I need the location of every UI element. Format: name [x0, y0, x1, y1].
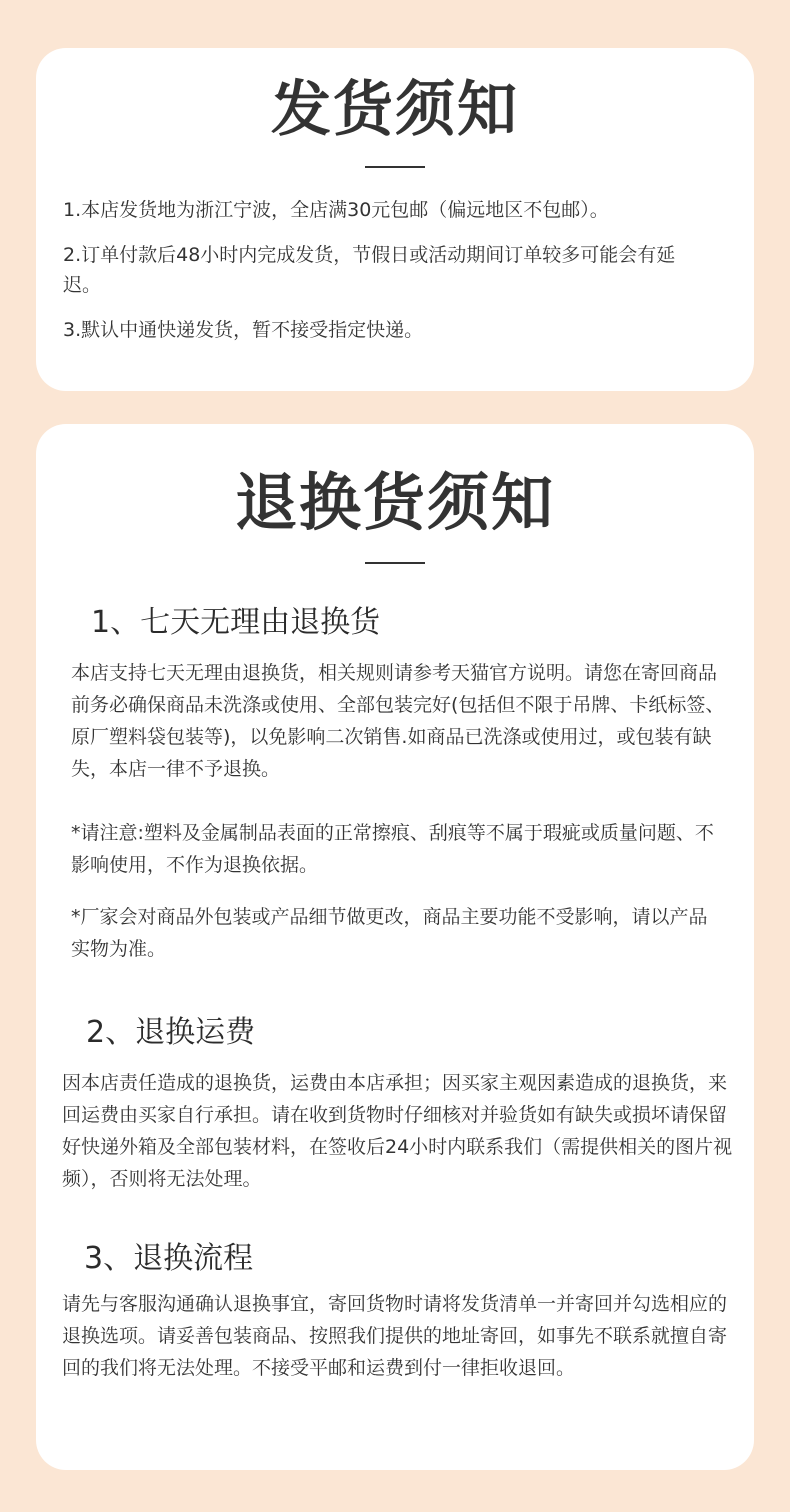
- shipping-notice-list: [36, 168, 754, 345]
- section-note: *请注意:塑料及金属制品表面的正常擦痕、刮痕等不属于瑕疵或质量问题、不影响使用，不作为退换依据。: [71, 822, 714, 876]
- section-body-return-process: 请先与客服沟通确认退换事宜，寄回货物时请将发货清单一并寄回并勾选相应的退换选项。请妥善包装商品、按照我们提供的地址寄回，如事先不联系就擅自寄回的我们将无法处理。不接受平邮和运费到付一律拒收退回。: [62, 1293, 728, 1379]
- shipping-notice-card: [36, 48, 754, 391]
- shipping-notice-item: 1.本店发货地为浙江宁波，全店满30元包邮（偏远地区不包邮）。: [63, 199, 609, 221]
- returns-notice-card: [36, 424, 754, 1470]
- title-divider: [365, 562, 425, 564]
- returns-notice-title: 退换货须知: [234, 466, 555, 539]
- section-heading-return-shipping-fee: 2、退换运费: [86, 1015, 256, 1050]
- section-heading-return-process: 3、退换流程: [84, 1241, 254, 1276]
- section-note: *厂家会对商品外包装或产品细节做更改，商品主要功能不受影响，请以产品实物为准。: [71, 906, 708, 960]
- shipping-notice-item: 3.默认中通快递发货，暂不接受指定快递。: [63, 319, 424, 341]
- section-body-seven-day-returns: 本店支持七天无理由退换货，相关规则请参考天猫官方说明。请您在寄回商品前务必确保商品未洗涤或使用、全部包装完好(包括但不限于吊牌、卡纸标签、原厂塑料袋包装等)，以免影响二次销售.如商品已洗涤或使用过，或包装有缺失，本店一律不予退换。: [71, 662, 725, 780]
- shipping-notice-title: 发货须知: [271, 75, 519, 145]
- section-heading-seven-day-returns: 1、七天无理由退换货: [91, 605, 381, 640]
- shipping-notice-item: 2.订单付款后48小时内完成发货，节假日或活动期间订单较多可能会有延迟。: [63, 244, 676, 296]
- section-body-return-shipping-fee: 因本店责任造成的退换货，运费由本店承担；因买家主观因素造成的退换货，来回运费由买家自行承担。请在收到货物时仔细核对并验货如有缺失或损坏请保留好快递外箱及全部包装材料，在签收后24小时内联系我们（需提供相关的图片视频），否则将无法处理。: [62, 1072, 733, 1190]
